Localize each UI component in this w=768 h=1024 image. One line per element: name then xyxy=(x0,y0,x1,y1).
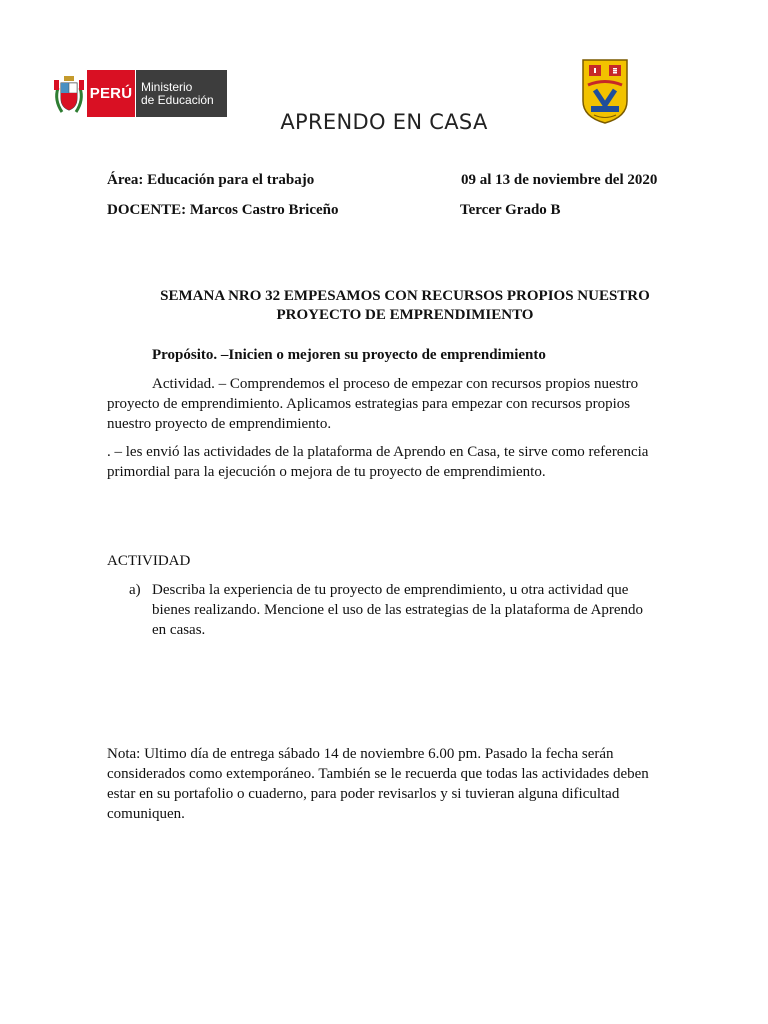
date-range-label: 09 al 13 de noviembre del 2020 xyxy=(461,172,658,188)
list-item-marker: a) xyxy=(129,582,141,598)
area-label: Área: Educación para el trabajo xyxy=(107,172,315,188)
teacher-label: DOCENTE: Marcos Castro Briceño xyxy=(107,202,339,218)
deadline-note: Nota: Ultimo día de entrega sábado 14 de noviembre 6.00 pm. Pasado la fecha serán considerados como extemporáneo. También se le recuerda que todas las actividades deben estar en su portafolio o cuaderno, para poder revisarlos y si tuvieran alguna dificultad comuniquen. xyxy=(107,746,649,822)
logo-country-label: PERÚ xyxy=(87,70,135,117)
platform-note: . – les envió las actividades de la plataforma de Aprendo en Casa, te sirve como referencia primordial para la ejecución o mejora de tu proyecto de emprendimiento. xyxy=(107,444,649,480)
activity-description: Actividad. – Comprendemos el proceso de empezar con recursos propios nuestro proyecto de emprendimiento. Aplicamos estrategias para empezar con recursos propios nuestro proyecto de emprendimiento. xyxy=(107,376,639,432)
week-heading: SEMANA NRO 32 EMPESAMOS CON RECURSOS PROPIOS NUESTRO PROYECTO DE EMPRENDIMIENTO xyxy=(160,288,650,323)
grade-label: Tercer Grado B xyxy=(460,202,561,218)
logo-ministry-line1: Ministerio xyxy=(141,79,193,94)
purpose-text: Propósito. –Inicien o mejoren su proyecto de emprendimiento xyxy=(152,347,546,363)
logo-ministry-line2: de Educación xyxy=(141,92,214,107)
list-item-text: Describa la experiencia de tu proyecto de emprendimiento, u otra actividad que bienes realizando. Mencione el uso de las estrategias de la plataforma de Aprendo en casas. xyxy=(152,582,644,638)
page-title: APRENDO EN CASA xyxy=(280,110,488,134)
activity-heading: ACTIVIDAD xyxy=(107,553,191,569)
list-item xyxy=(107,580,667,640)
